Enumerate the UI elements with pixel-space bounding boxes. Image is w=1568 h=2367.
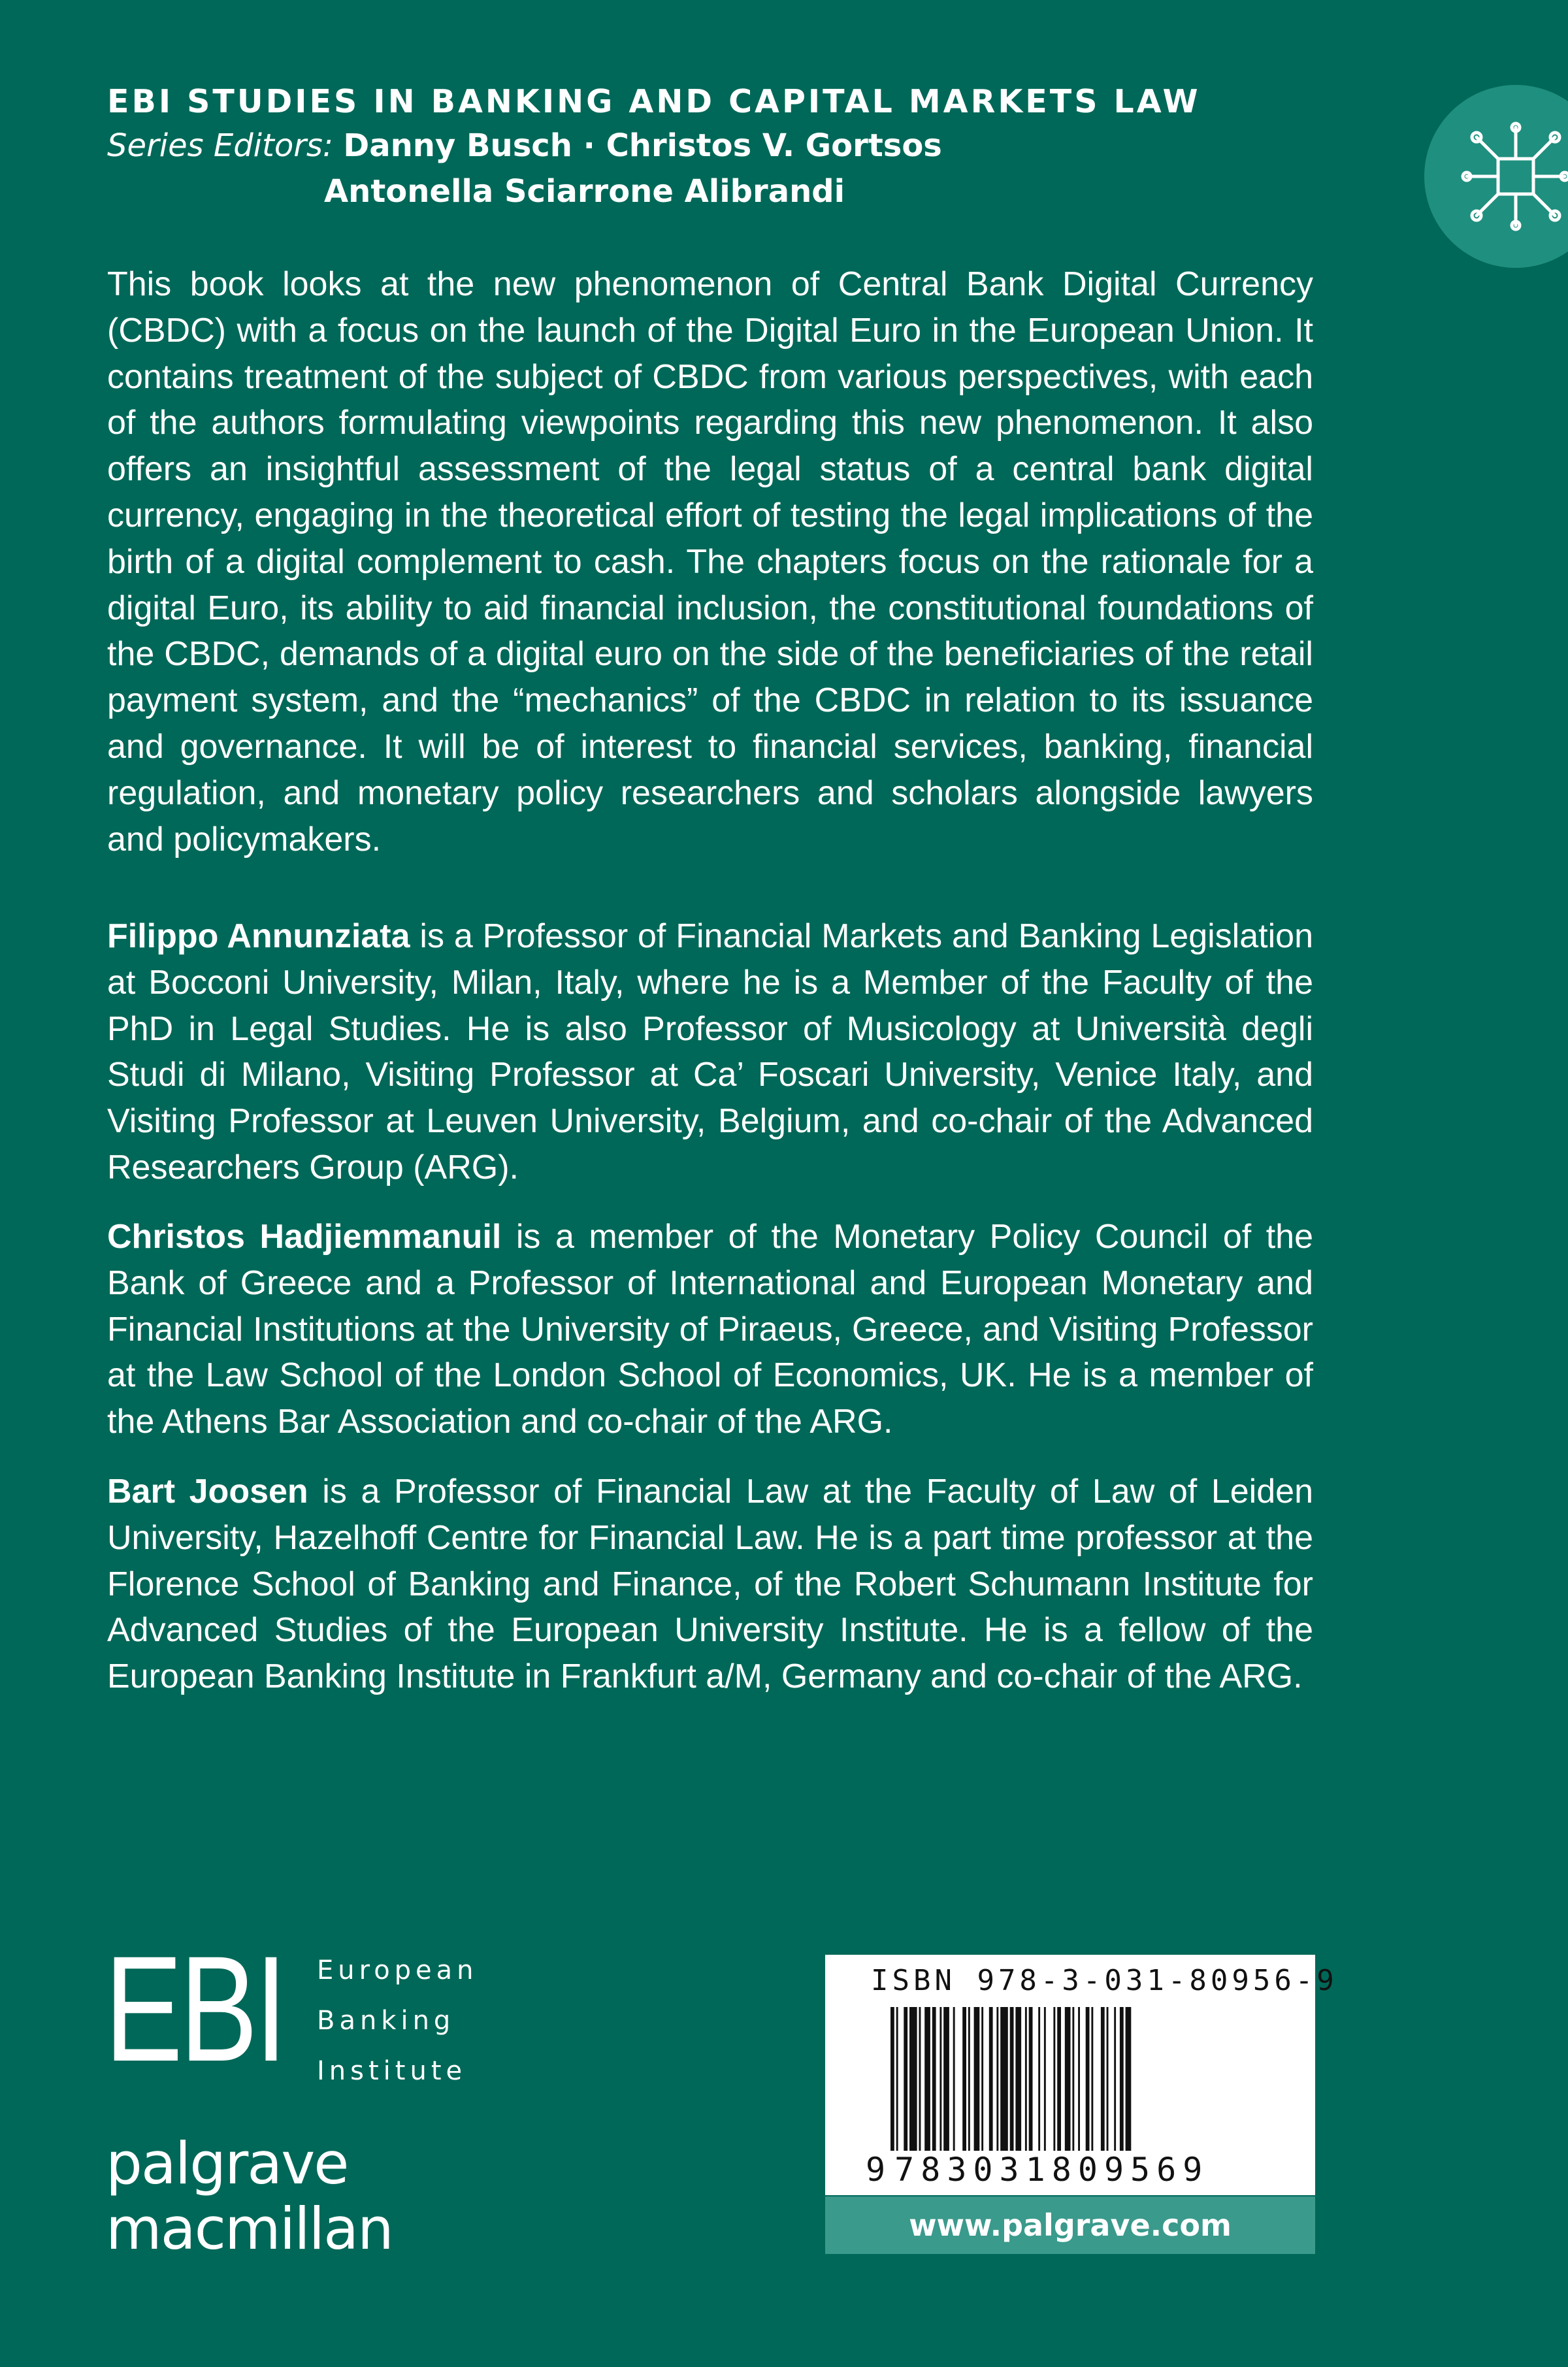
barcode-bar: [1078, 2007, 1080, 2164]
barcode-digit-group: 809569: [1051, 2151, 1209, 2189]
author-bio: [107, 913, 1313, 1191]
ebi-logo-line: European: [317, 1955, 478, 1985]
author-name: Christos Hadjiemmanuil: [107, 1218, 502, 1256]
barcode-bar: [1010, 2007, 1014, 2164]
author-bio-text: is a Professor of Financial Law at the Faculty of Law of Leiden University, Hazelhoff Centre for Financial Law. He is a part time professor at the Florence School of Banking and Finance, of the Robert Schumann Institute for Advanced Studies of the European University Institute. He is a fellow of the European Banking Institute in Frankfurt a/M, Germany and co-chair of the ARG.: [107, 1473, 1313, 1696]
barcode-bar: [1057, 2007, 1061, 2164]
barcode-bar: [996, 2007, 998, 2164]
barcode-bar: [1025, 2007, 1027, 2164]
barcode-bar: [896, 2007, 898, 2164]
barcode-bar: [1120, 2007, 1124, 2164]
ebi-logo-letters: EBI: [105, 1925, 285, 2093]
series-header: [107, 81, 1348, 214]
barcode-bar: [919, 2007, 921, 2164]
ebi-logo-line: Banking: [317, 2006, 455, 2036]
barcode-bar: [1015, 2007, 1021, 2164]
barcode-digits: [866, 2151, 1209, 2189]
isbn-text: ISBN 978-3-031-80956-9: [871, 1964, 1338, 1997]
series-title: EBI STUDIES IN BANKING AND CAPITAL MARKETS LAW: [107, 83, 1201, 120]
barcode-bar: [1038, 2007, 1040, 2164]
author-name: Bart Joosen: [107, 1473, 308, 1510]
barcode-bar: [1029, 2007, 1033, 2164]
publisher-name-line2: macmillan: [106, 2195, 393, 2262]
series-editors-names-line2: Antonella Sciarrone Alibrandi: [324, 173, 845, 210]
barcode-bar: [1065, 2007, 1071, 2164]
barcode-bars: [890, 2007, 1269, 2164]
palgrave-corner-logo: [1424, 85, 1568, 268]
barcode-bar: [981, 2007, 983, 2164]
barcode-bar: [1053, 2007, 1055, 2164]
series-editors-label: Series Editors:: [107, 127, 334, 164]
series-editors-names: Danny Busch · Christos V. Gortsos: [343, 127, 942, 164]
barcode-bar: [1000, 2007, 1008, 2164]
barcode-bar: [1101, 2007, 1105, 2164]
barcode-bar: [924, 2007, 930, 2164]
barcode-bar: [904, 2007, 907, 2164]
barcode-bar: [1072, 2007, 1074, 2164]
book-description: This book looks at the new phenomenon of Central Bank Digital Currency (CBDC) with a focus on the launch of the Digital Euro in the European Union. It contains treatment of the subject of CBDC from various perspectives, with each of the authors formulating viewpoints regarding this new phenomenon. It also offers an insightful assessment of the legal status of a central bank digital currency, engaging in the theoretical effort of testing the legal implications of the birth of a digital complement to cash. The chapters focus on the rationale for a digital Euro, its ability to aid financial inclusion, the constitutional foundations of the CBDC, demands of a digital euro on the side of the beneficiaries of the retail payment system, and the “mechanics” of the CBDC in relation to its issuance and governance. It will be of interest to financial services, banking, financial regulation, and monetary policy researchers and scholars alongside lawyers and policymakers.: [107, 265, 1313, 858]
website-link[interactable]: www.palgrave.com: [909, 2208, 1232, 2243]
series-editors: [107, 123, 1348, 169]
ebi-logo-text: [317, 1946, 478, 2097]
author-bio: [107, 1214, 1313, 1445]
barcode-bar: [909, 2007, 917, 2164]
barcode-bar: [1126, 2007, 1132, 2164]
author-bio-text: is a member of the Monetary Policy Council of the Bank of Greece and a Professor of International and European Monetary and Financial Institutions at the University of Piraeus, Greece, and Visiting Professor at the Law School of the London School of Economics, UK. He is a member of the Athens Bar Association and co-chair of the ARG.: [107, 1218, 1314, 1441]
author-bio-text: is a Professor of Financial Markets and Banking Legislation at Bocconi University, Milan, Italy, where he is a Member of the Faculty of the PhD in Legal Studies. He is also Professor of Musicology at Università degli Studi di Milano, Visiting Professor at Ca’ Foscari University, Venice Italy, and Visiting Professor at Leuven University, Belgium, and co-chair of the Advanced Researchers Group (ARG).: [107, 917, 1313, 1186]
barcode-bar: [939, 2007, 941, 2164]
barcode-bar: [974, 2007, 980, 2164]
ebi-logo: [105, 1925, 497, 2093]
barcode-bar: [890, 2007, 894, 2164]
palgrave-network-icon: [1454, 114, 1568, 238]
barcode-bar: [932, 2007, 936, 2164]
author-bio: [107, 1469, 1313, 1700]
ebi-logo-line: Institute: [317, 2056, 467, 2086]
barcode-bar: [1091, 2007, 1093, 2164]
publisher-name-line1: palgrave: [106, 2130, 348, 2197]
isbn-barcode: [825, 1955, 1338, 2195]
barcode-bar: [953, 2007, 955, 2164]
barcode-digit-group: 783031: [894, 2151, 1052, 2189]
barcode-bar: [989, 2007, 993, 2164]
barcode-bar: [943, 2007, 949, 2164]
barcode-bar: [1086, 2007, 1090, 2164]
author-name: Filippo Annunziata: [107, 917, 410, 955]
barcode-bar: [1107, 2007, 1109, 2164]
barcode-bar: [968, 2007, 970, 2164]
barcode-bar: [962, 2007, 966, 2164]
barcode-bar: [1114, 2007, 1116, 2164]
barcode-bar: [1044, 2007, 1046, 2164]
website-band[interactable]: [825, 2196, 1315, 2254]
publisher-logo: [106, 2131, 393, 2262]
barcode-first-digit: 9: [866, 2151, 892, 2189]
